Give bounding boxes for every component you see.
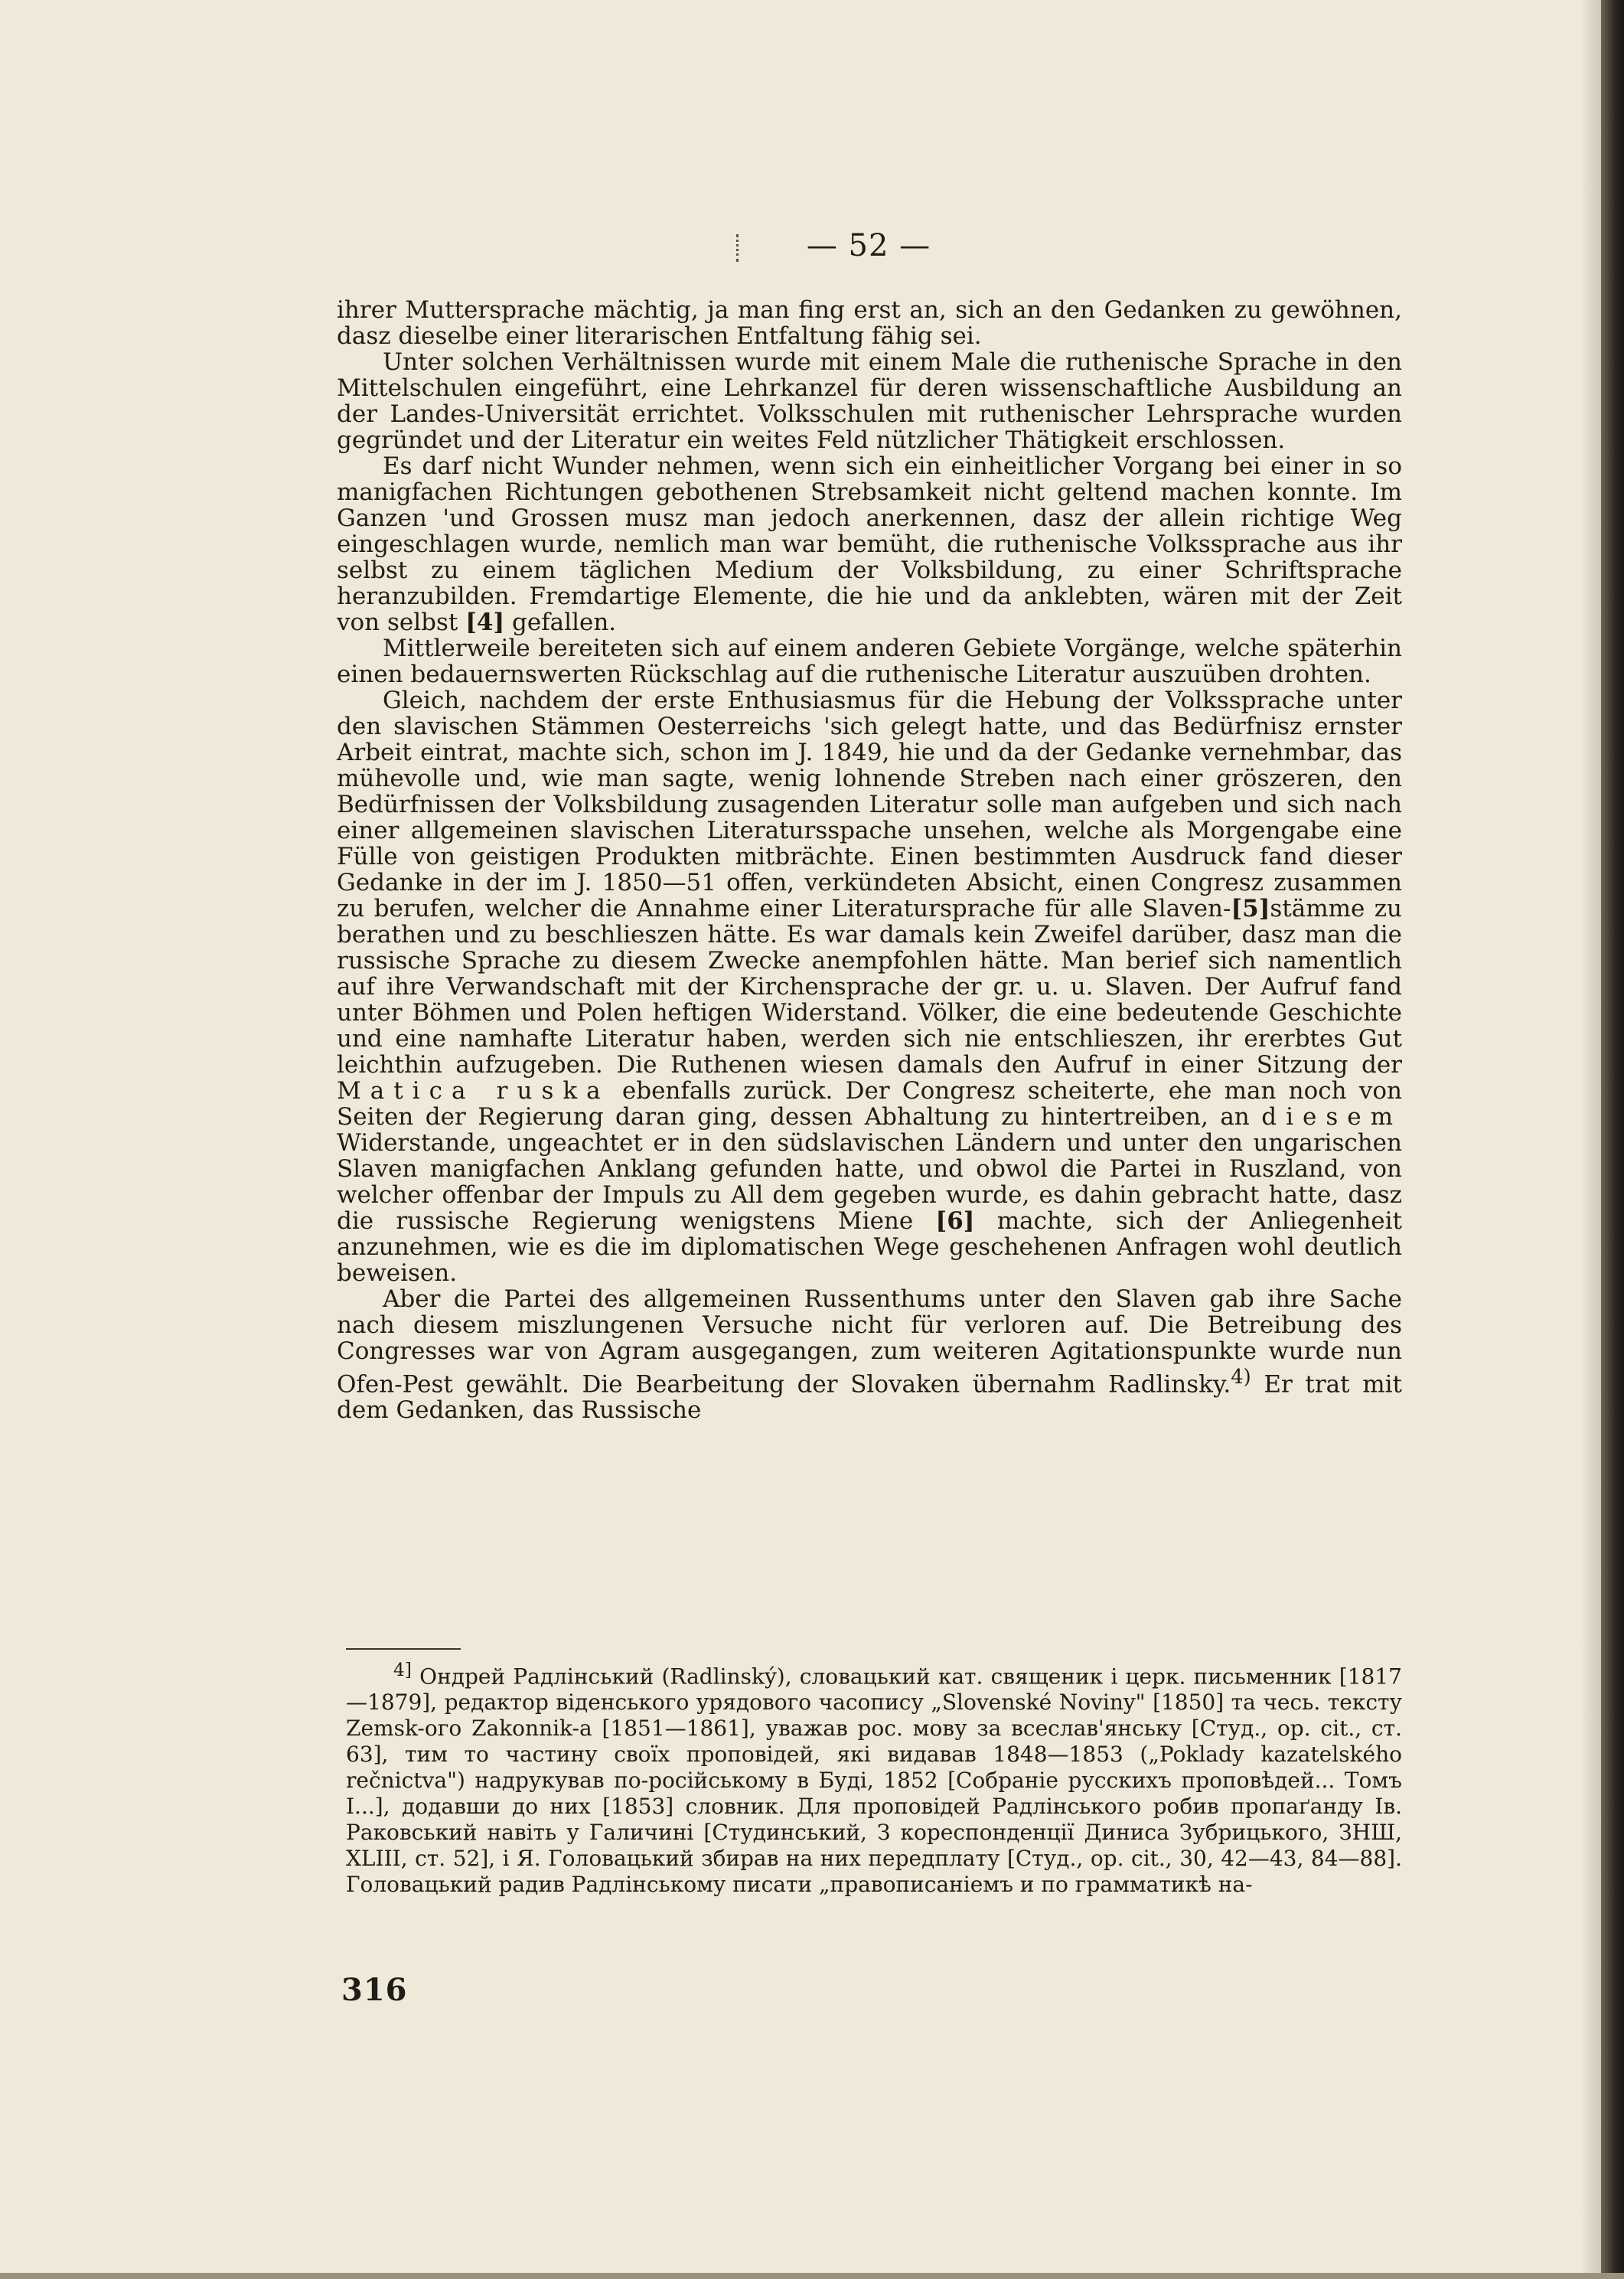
paragraph-5-text-2: stämme zu berathen und zu beschlieszen hätte. Es war damals kein Zweifel darüber, dasz man die russische Sprache zu diesem Zwecke anempfohlen hätte. Man berief sich namentlich auf ihre Verwandschaft mit der Kirchensprache der gr. u. u. Slaven. Der Aufruf fand unter Böhmen und Polen heftigen Widerstand. Völker, die eine bedeutende Geschichte und eine namhafte Literatur haben, werden sich nie entschlieszen, ihr ererbtes Gut leichthin aufzugeben. Die Ruthenen wiesen damals den Aufruf in einer Sitzung der [337, 895, 1402, 1079]
paragraph-5-text-4: Widerstande, ungeachtet er in den südslavischen Ländern und unter den ungarischen Slaven manigfachen Anklang gefunden hatte, und obwol die Partei in Ruszland, von welcher offenbar der Impuls zu All dem gegeben wurde, es dahin gebracht hatte, dasz die russische Regierung wenigstens Miene [337, 1129, 1402, 1235]
signature-number: 316 [341, 1972, 408, 2008]
footnote-4 [346, 1657, 1402, 1898]
footnote-4-text: Ондрей Радлінський (Radlinský), словацький кат. священик і церк. письменник [1817—1879], редактор віденського урядового часопису „Slovenské Noviny" [1850] та чесь. тексту Zemsk-ого Zakonnik-a [1851—1861], уважав рос. мову за всеслав'янську [Студ., op. cit., ст. 63], тим то частину своїх проповідей, які видавав 1848—1853 („Poklady kazatelského rečnictva") надрукував по-російському в Буді, 1852 [Собраніе русскихъ проповѣдей... Томъ I...], додавши до них [1853] словник. Для проповідей Радлінського робив пропаґанду Ів. Раковський навіть у Галичині [Студинський, З кореспонденції Диниса Зубрицького, ЗНШ, XLIII, ст. 52], і Я. Головацький збирав на них передплату [Студ., op. cit., 30, 42—43, 84—88]. Головацький радив Радлінському писати „правописаніемъ и по грамматикѣ на- [346, 1664, 1402, 1898]
paragraph-3-end: gefallen. [512, 609, 617, 636]
footnote-marker: 4) [1231, 1366, 1251, 1389]
paragraph-3-text: Es darf nicht Wunder nehmen, wenn sich ein einheitlicher Vorgang bei einer in so manigfachen Richtungen gebothenen Strebsamkeit nicht geltend machen konnte. Im Ganzen 'und Grossen musz man jedoch anerkennen, dasz der allein richtige Weg eingeschlagen wurde, nemlich man war bemüht, die ruthenische Volkssprache aus ihr selbst zu einem täglichen Medium der Volksbildung, zu einer Schriftsprache heranzubilden. Fremdartige Elemente, die hie und da anklebten, wären mit der Zeit von selbst [337, 452, 1402, 636]
body-text [337, 297, 1402, 1423]
paragraph-3 [337, 453, 1402, 635]
diesem-spaced: diesem [1261, 1103, 1402, 1131]
footnotes [346, 1657, 1402, 1898]
margin-mark [736, 234, 742, 262]
page-reference-5: [5] [1231, 895, 1270, 922]
matica-ruska-spaced: Matica ruska [337, 1077, 610, 1105]
paragraph-5 [337, 687, 1402, 1286]
page-reference-4: [4] [465, 609, 505, 636]
paragraph-5-text-1: Gleich, nachdem der erste Enthusiasmus für die Hebung der Volkssprache unter den slavischen Stämmen Oesterreichs 'sich gelegt hatte, und das Bedürfnisz ernster Arbeit eintrat, machte sich, schon im J. 1849, hie und da der Gedanke vernehmbar, das mühevolle und, wie man sagte, wenig lohnende Streben nach einer gröszeren, den Bedürfnissen der Volksbildung zusagenden Literatur solle man aufgeben und sich nach einer allgemeinen slavischen Literatursspache unsehen, welche als Morgengabe eine Fülle von geistigen Produkten mitbrächte. Einen bestimmten Ausdruck fand dieser Gedanke in der im J. 1850—51 offen, verkündeten Absicht, einen Congresz zusammen zu berufen, welcher die Annahme einer Literatursprache für alle Slaven- [337, 687, 1402, 922]
paragraph-5-text-5: machte, sich der Anliegenheit anzunehmen, wie es die im diplomatischen Wege geschehenen Anfragen wohl deutlich beweisen. [337, 1207, 1403, 1287]
page-reference-6: [6] [935, 1207, 975, 1235]
paragraph-4: Mittlerweile bereiteten sich auf einem anderen Gebiete Vorgänge, welche späterhin einen bedauernswerten Rückschlag auf die ruthenische Literatur auszuüben drohten. [337, 635, 1402, 688]
footnote-divider [346, 1648, 461, 1650]
paragraph-2: Unter solchen Verhältnissen wurde mit einem Male die ruthenische Sprache in den Mittelschulen eingeführt, eine Lehrkanzel für deren wissenschaftliche Ausbildung an der Landes-Universität errichtet. Volksschulen mit ruthenischer Lehrsprache wurden gegründet und der Literatur ein weites Feld nützlicher Thätigkeit erschlossen. [337, 348, 1402, 454]
paragraph-6 [337, 1286, 1402, 1423]
book-spine-edge [1601, 0, 1624, 2279]
paragraph-1: ihrer Muttersprache mächtig, ja man fing erst an, sich an den Gedanken zu gewöhnen, dasz dieselbe einer literarischen Entfaltung fähig sei. [337, 296, 1402, 350]
paragraph-6-text: Aber die Partei des allgemeinen Russenthums unter den Slaven gab ihre Sache nach diesem miszlungenen Versuche nicht für verloren auf. Die Betreibung des Congresses war von Agram ausgegangen, zum weiteren Agitationspunkte wurde nun Ofen-Pest gewählt. Die Bearbeitung der Slovaken übernahm Radlinsky. [337, 1285, 1402, 1399]
bottom-scan-edge [0, 2273, 1624, 2279]
spine-shadow [1580, 0, 1601, 2279]
paragraph-5-text-3: ebenfalls zurück. Der Congresz scheiterte, ehe man noch von Seiten der Regierung daran ging, dessen Abhaltung zu hintertreiben, an [337, 1077, 1402, 1131]
paragraph-6-end: Er trat mit dem Gedanken, das Russische [337, 1370, 1402, 1425]
footnote-4-marker: 4] [393, 1659, 412, 1680]
page-number: — 52 — [806, 228, 931, 263]
